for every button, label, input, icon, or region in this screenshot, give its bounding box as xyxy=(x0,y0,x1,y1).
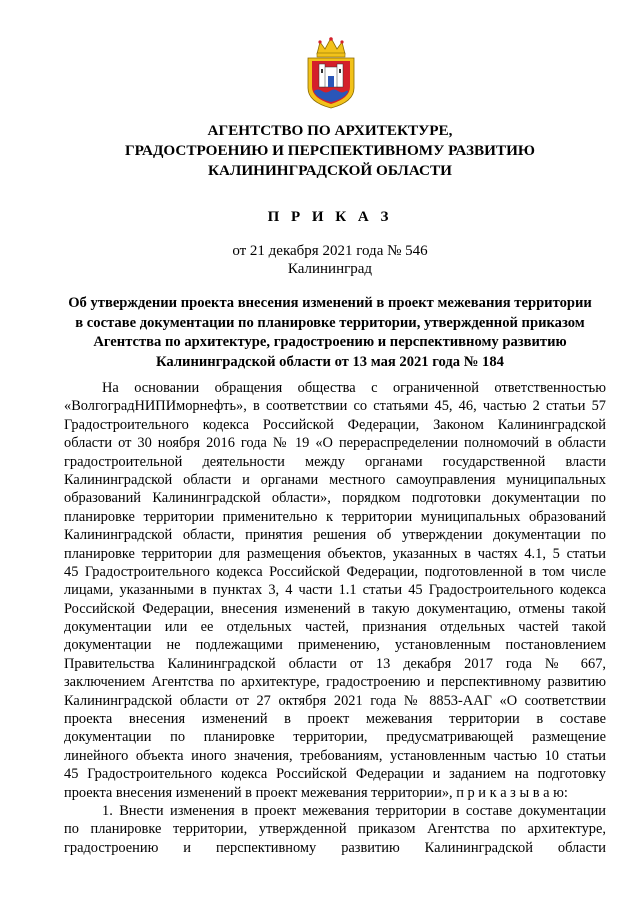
body-line: проекта внесения изменений в проект межевания территории в составе xyxy=(64,711,606,728)
document-body xyxy=(64,379,606,857)
body-line: «ВолгоградНИПИморнефть», в соответствии со статьями 45, 46, частью 2 статьи 57 xyxy=(64,398,606,415)
document-date-number: от 21 декабря 2021 года № 546 xyxy=(232,243,428,259)
subject-line: Агентства по архитектуре, градостроению и перспективному развитию xyxy=(93,334,567,350)
body-line: линейного объекта иного значения, требованиям, установленным частью 10 статьи xyxy=(64,747,606,764)
body-line: лицами, указанными в пунктах 3, 4 части 1.1 статьи 45 Градостроительного кодекса xyxy=(64,582,606,599)
body-line: На основании обращения общества с ограниченной ответственностью xyxy=(102,380,606,396)
document-city: Калининград xyxy=(287,261,373,277)
body-line: Калининградской области, принятия решения об утверждении документации по xyxy=(64,527,606,544)
body-line: проекта внесения изменений в проект межевания территории», п р и к а з ы в а ю: xyxy=(64,784,568,801)
body-line: планировке территории применительно к территории муниципальных образований xyxy=(64,508,606,525)
subject-line: Калининградской области от 13 мая 2021 года № 184 xyxy=(156,353,504,370)
agency-name xyxy=(60,121,600,181)
body-line: Градостроительного кодекса Российской Федерации, Законом Калининградской xyxy=(64,416,606,433)
body-line: документации или ее отдельных частей, признания отдельных частей такой xyxy=(64,619,606,636)
body-line: заключением Агентства по архитектуре, градостроению и перспективному развитию xyxy=(64,674,606,691)
body-line: документации по планировке территории, предусматривающей размещение xyxy=(64,729,606,746)
body-line: области от 30 ноября 2016 года № 19 «О перераспределении полномочий в области xyxy=(64,435,606,452)
agency-line: АГЕНТСТВО ПО АРХИТЕКТУРЕ, xyxy=(207,122,453,139)
body-line: документации не подлежащими применению, установленным постановлением xyxy=(64,637,606,654)
body-line: по планировке территории, утвержденной приказом Агентства по архитектуре, xyxy=(64,821,606,838)
body-line: 45 Градостроительного кодекса Российской Федерации и заданием на подготовку xyxy=(64,766,606,783)
body-line: градостроительной деятельности между органами государственной власти xyxy=(64,453,606,470)
agency-line: ГРАДОСТРОЕНИЮ И ПЕРСПЕКТИВНОМУ РАЗВИТИЮ xyxy=(124,142,535,159)
subject-line: Об утверждении проекта внесения изменений в проект межевания территории xyxy=(68,295,592,311)
body-line: 45 Градостроительного кодекса Российской Федерации, подготовленной в том числе xyxy=(64,563,606,580)
body-line: Российской Федерации, внесения изменений в такую документацию, отмены такой xyxy=(64,600,606,617)
body-line: планировке территории для размещения объектов, указанных в частях 4.1, 5 статьи xyxy=(64,545,606,562)
body-line: образований Калининградской области», порядком подготовки документации по xyxy=(64,490,606,507)
body-line: Калининградской области от 27 октября 2021 года № 8853-ААГ «О соответствии xyxy=(64,692,606,709)
subject-line: в составе документации по планировке территории, утвержденной приказом xyxy=(75,314,585,331)
agency-line: КАЛИНИНГРАДСКОЙ ОБЛАСТИ xyxy=(208,162,452,179)
body-line: Правительства Калининградской области от 13 декабря 2017 года № 667, xyxy=(64,655,606,672)
body-line: градостроению и перспективному развитию Калининградской области xyxy=(64,839,606,856)
coat-of-arms-icon xyxy=(304,36,358,110)
document-type: П Р И К А З xyxy=(267,209,393,225)
body-line: 1. Внести изменения в проект межевания территории в составе документации xyxy=(102,802,606,819)
body-line: Калининградской области и органами местного самоуправления муниципальных xyxy=(64,471,606,488)
document-subject xyxy=(60,294,600,372)
